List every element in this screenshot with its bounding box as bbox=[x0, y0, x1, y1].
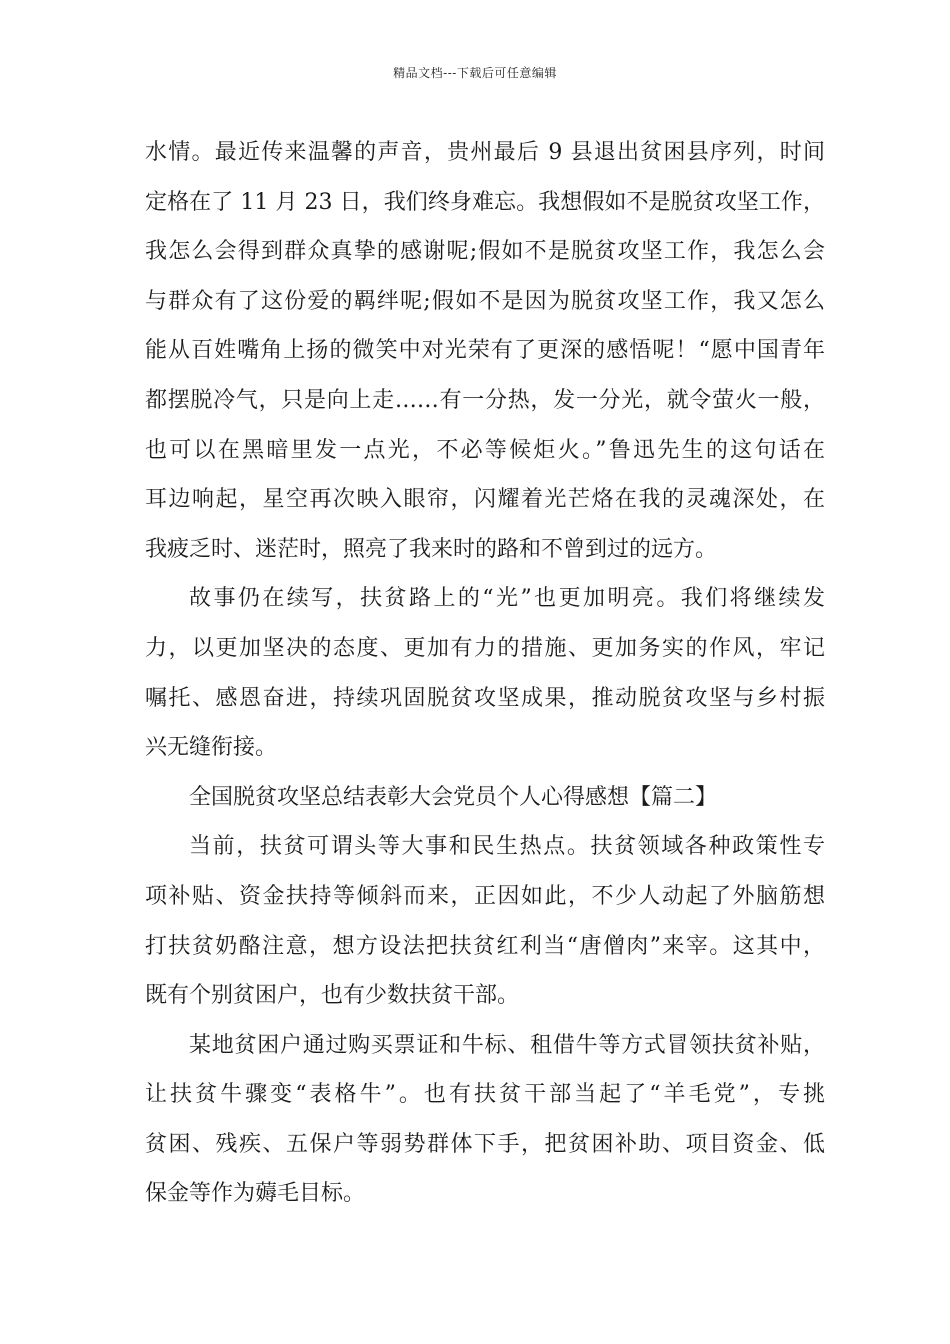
document-body bbox=[145, 128, 825, 1219]
heading-text: 全国脱贫攻坚总结表彰大会党员个人心得感想【篇二】 bbox=[189, 784, 718, 810]
text-line: 定格在了 11 月 23 日，我们终身难忘。我想假如不是脱贫攻坚工作， bbox=[145, 189, 825, 215]
text-line: 我怎么会得到群众真挚的感谢呢;假如不是脱贫攻坚工作，我怎么会 bbox=[145, 239, 825, 265]
paragraph bbox=[145, 128, 825, 574]
page-header: 精品文档---下载后可任意编辑 bbox=[393, 66, 557, 80]
text-line: 能从百姓嘴角上扬的微笑中对光荣有了更深的感悟呢！“愿中国青年 bbox=[145, 338, 825, 364]
paragraph bbox=[145, 822, 825, 1020]
text-line: 水情。最近传来温馨的声音，贵州最后 9 县退出贫困县序列，时间 bbox=[145, 140, 825, 165]
text-line: 兴无缝衔接。 bbox=[145, 735, 278, 761]
paragraph bbox=[145, 574, 825, 772]
text-line: 嘱托、感恩奋进，持续巩固脱贫攻坚成果，推动脱贫攻坚与乡村振 bbox=[145, 685, 825, 711]
text-line: 都摆脱冷气，只是向上走……有一分热，发一分光，就令萤火一般， bbox=[145, 387, 825, 413]
text-line: 打扶贫奶酪注意，想方设法把扶贫红利当“唐僧肉”来宰。这其中， bbox=[145, 933, 825, 959]
text-line: 让扶贫牛骤变“表格牛”。也有扶贫干部当起了“羊毛党”，专挑 bbox=[145, 1082, 825, 1108]
text-line: 也可以在黑暗里发一点光，不必等候炬火。”鲁迅先生的这句话在 bbox=[145, 437, 825, 463]
text-line: 某地贫困户通过购买票证和牛标、租借牛等方式冒领扶贫补贴， bbox=[189, 1032, 825, 1058]
text-line: 故事仍在续写，扶贫路上的“光”也更加明亮。我们将继续发 bbox=[189, 586, 825, 612]
text-line: 我疲乏时、迷茫时，照亮了我来时的路和不曾到过的远方。 bbox=[145, 536, 718, 562]
text-line: 耳边响起，星空再次映入眼帘，闪耀着光芒烙在我的灵魂深处，在 bbox=[145, 487, 825, 513]
text-line: 与群众有了这份爱的羁绊呢;假如不是因为脱贫攻坚工作，我又怎么 bbox=[145, 288, 825, 314]
text-line: 既有个别贫困户，也有少数扶贫干部。 bbox=[145, 983, 520, 1009]
paragraph bbox=[145, 1021, 825, 1219]
text-line: 力，以更加坚决的态度、更加有力的措施、更加务实的作风，牢记 bbox=[145, 635, 825, 661]
text-line: 项补贴、资金扶持等倾斜而来，正因如此，不少人动起了外脑筋想 bbox=[145, 883, 825, 909]
text-line: 保金等作为薅毛目标。 bbox=[145, 1181, 366, 1207]
text-line: 贫困、残疾、五保户等弱势群体下手，把贫困补助、项目资金、低 bbox=[145, 1131, 825, 1157]
text-line: 当前，扶贫可谓头等大事和民生热点。扶贫领域各种政策性专 bbox=[189, 834, 825, 860]
section-heading bbox=[145, 773, 825, 823]
